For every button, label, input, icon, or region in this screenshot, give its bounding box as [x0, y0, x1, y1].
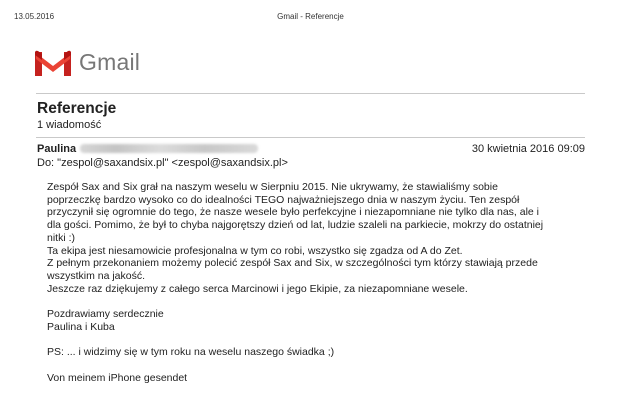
message-count: 1 wiadomość: [37, 119, 102, 131]
gmail-m-icon: [35, 50, 71, 76]
closing-line: Paulina i Kuba: [47, 320, 115, 333]
body-line: przyczynił się ogromnie do tego, że nasze wesele było perfekcyjne i niezapomniane nie tylko dla nas, ale i: [47, 206, 540, 219]
print-title: Gmail - Referencje: [277, 12, 344, 21]
divider: [36, 93, 585, 94]
divider: [36, 137, 585, 138]
thread-subject: Referencje: [37, 100, 117, 117]
body-line: Z pełnym przekonaniem możemy polecić zespół Sax and Six, w szczególności tym którzy stawiają przede: [47, 257, 538, 270]
closing-line: Pozdrawiamy serdecznie: [47, 308, 164, 321]
body-line: Zespół Sax and Six grał na naszym weselu w Sierpniu 2015. Nie ukrywamy, że stawialiśmy sobie: [47, 181, 498, 193]
email-signature: Von meinem iPhone gesendet: [47, 371, 188, 384]
message-body: [47, 181, 587, 384]
message-header: [37, 143, 585, 155]
body-line: dla gości. Pomimo, że był to chyba najgorętszy dzień od lat, ludzie szaleli na parkiecie, mokrzy do ostatniej: [47, 219, 544, 232]
body-line: Jeszcze raz dziękujemy z całego serca Marcinowi i jego Ekipie, za niezapomniane wesele.: [47, 282, 468, 295]
recipient-line: Do: "zespol@saxandsix.pl" <zespol@saxandsix.pl>: [37, 157, 288, 169]
body-line: nitki :): [47, 231, 76, 244]
gmail-wordmark: Gmail: [79, 49, 141, 75]
body-line: wszystkim na jakość.: [47, 269, 146, 282]
print-date: 13.05.2016: [14, 12, 55, 21]
body-line: poprzeczkę bardzo wysoko co do idealności TEGO najważniejszego dnia w naszym życiu. Ten zespół: [47, 193, 520, 206]
redacted-sender-address: [80, 144, 258, 153]
gmail-logo: [35, 49, 140, 76]
print-header: [14, 12, 607, 24]
sender-name: Paulina: [37, 143, 77, 155]
postscript: PS: ... i widzimy się w tym roku na weselu naszego świadka ;): [47, 346, 335, 359]
body-line: Ta ekipa jest niesamowicie profesjonalna w tym co robi, wszystko się zgadza od A do Zet.: [47, 244, 463, 257]
message-date: 30 kwietnia 2016 09:09: [471, 143, 585, 155]
